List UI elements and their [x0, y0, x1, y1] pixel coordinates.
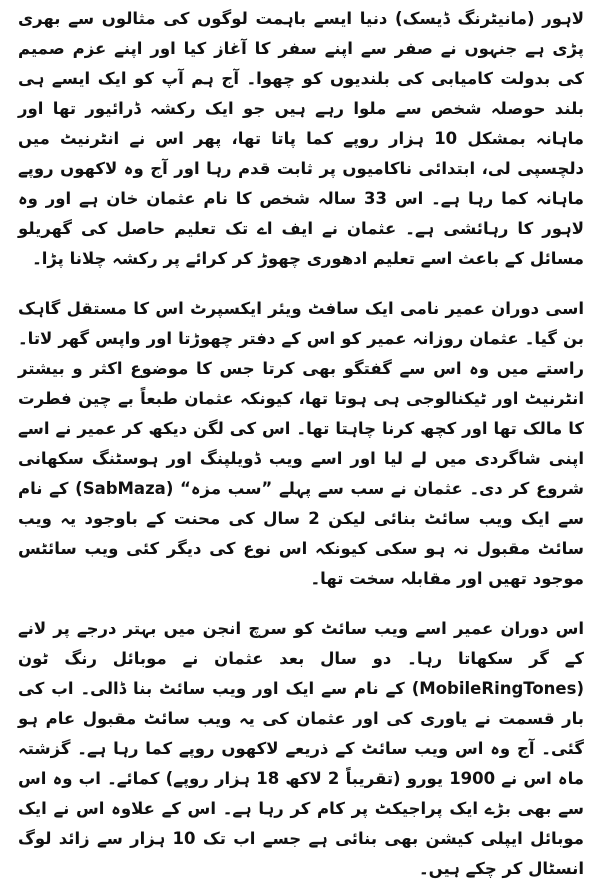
article-paragraph-3: اس دوران عمیر اسے ویب سائٹ کو سرچ انجن میں بہتر درجے پر لانے کے گر سکھاتا رہا۔ دو سال بعد عثمان نے موبائل رنگ ٹون (MobileRingTones) کے نام سے ایک اور ویب سائٹ بنا ڈالی۔ اب کی بار قسمت نے یاوری کی اور عثمان کی یہ ویب سائٹ مقبول عام ہو گئی۔ آج وہ اس ویب سائٹ کے ذریعے لاکھوں روپے کما رہا ہے۔ گزشتہ ماہ اس نے 1900 یورو (تقریباً 2 لاکھ 18 ہزار روپے) کمائے۔ اب وہ اس سے بھی بڑے ایک پراجیکٹ پر کام کر رہا ہے۔ اس کے علاوہ اس نے ایک موبائل ایپلی کیشن بھی بنائی ہے جسے اب تک 10 ہزار سے زائد لوگ انسٹال کر چکے ہیں۔	[18, 619, 585, 878]
article-paragraph-1: لاہور (مانیٹرنگ ڈیسک) دنیا ایسے باہمت لوگوں کی مثالوں سے بھری پڑی ہے جنہوں نے صفر سے اپنے سفر کا آغاز کیا اور اپنے عزم صمیم کی بدولت کامیابی کی بلندیوں کو چھوا۔ آج ہم آپ کو ایک ایسے ہی بلند حوصلہ شخص سے ملوا رہے ہیں جو ایک رکشہ ڈرائیور تھا اور ماہانہ بمشکل 10 ہزار روپے کما پاتا تھا، پھر اس نے انٹرنیٹ میں دلچسپی لی، ابتدائی ناکامیوں پر ثابت قدم رہا اور آج وہ لاکھوں روپے ماہانہ کما رہا ہے۔ اس 33 سالہ شخص کا نام عثمان خان ہے اور وہ لاہور کا رہائشی ہے۔ عثمان نے ایف اے تک تعلیم حاصل کی گھریلو مسائل کے باعث اسے تعلیم ادھوری چھوڑ کر کرائے پر رکشہ چلانا پڑا۔	[18, 9, 585, 268]
news-article	[18, 4, 584, 884]
article-paragraph-2: اسی دوران عمیر نامی ایک سافٹ ویئر ایکسپرٹ اس کا مستقل گاہک بن گیا۔ عثمان روزانہ عمیر کو اس کے دفتر چھوڑتا اور واپس گھر لاتا۔ راستے میں وہ اس سے گفتگو بھی کرتا جس کا موضوع اکثر و بیشتر انٹرنیٹ اور ٹیکنالوجی ہی ہوتا تھا، کیونکہ عثمان طبعاً بے چین فطرت کا مالک تھا اور کچھ کرنا چاہتا تھا۔ اس کی لگن دیکھ کر عمیر نے اسے اپنی شاگردی میں لے لیا اور اسے ویب ڈویلپنگ اور ہوسٹنگ سکھانی شروع کر دی۔ عثمان نے سب سے پہلے ”سب مزہ“ (SabMaza) کے نام سے ایک ویب سائٹ بنائی لیکن 2 سال کی محنت کے باوجود یہ ویب سائٹ مقبول نہ ہو سکی کیونکہ اس نوع کی دیگر کئی ویب سائٹس موجود تھیں اور مقابلہ سخت تھا۔	[18, 299, 585, 588]
